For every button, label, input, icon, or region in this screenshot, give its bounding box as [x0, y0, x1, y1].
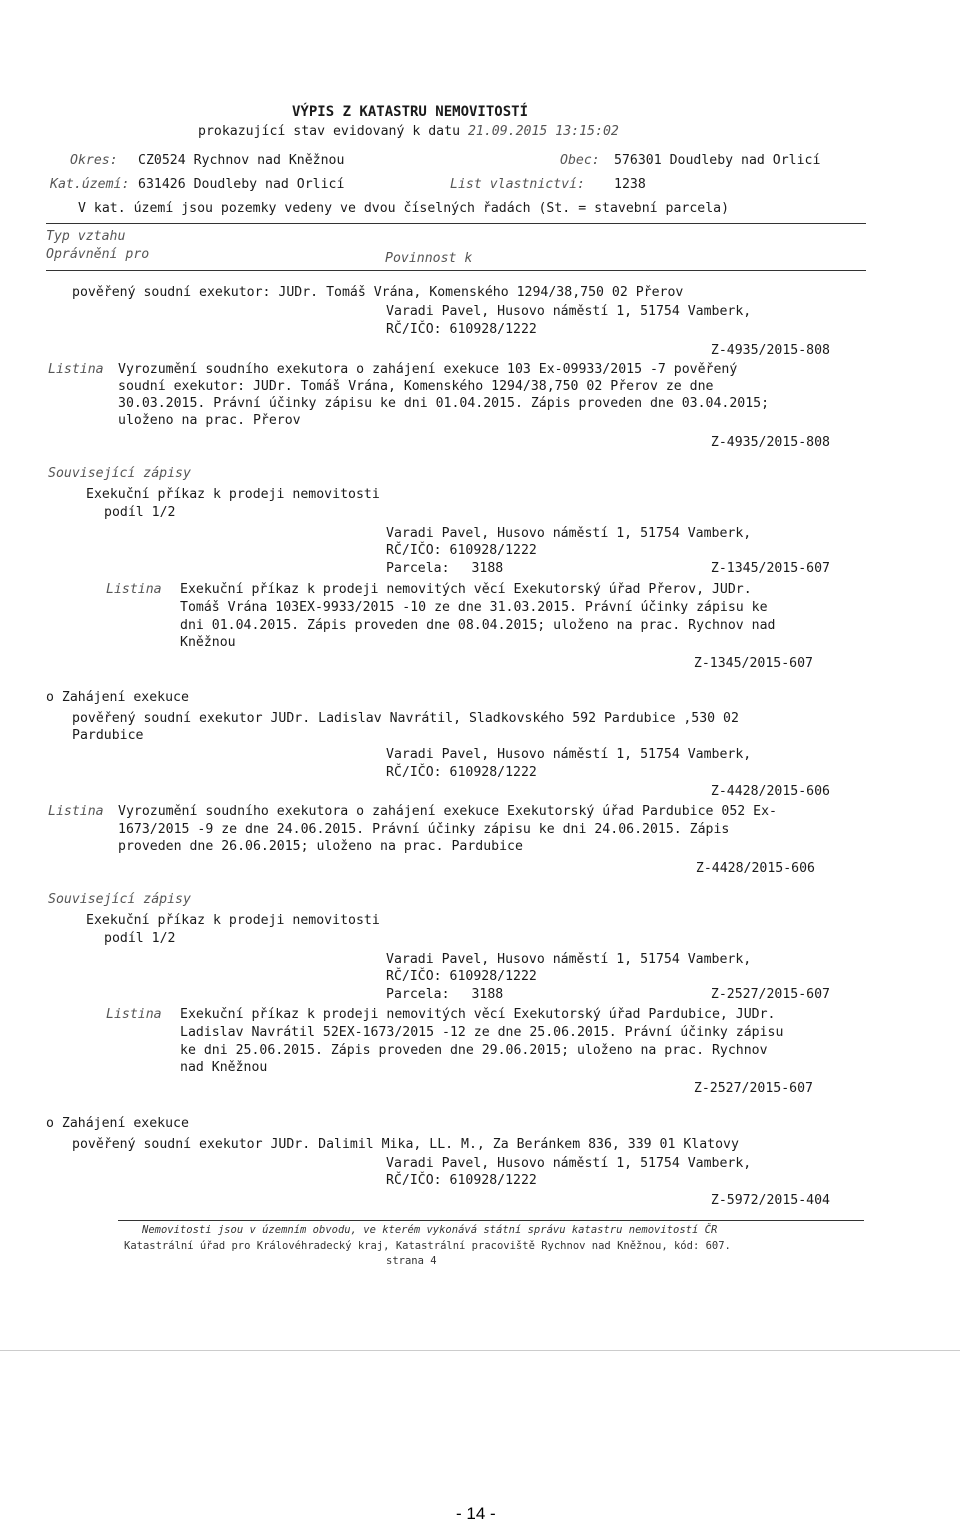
entry2-rel-rc: RČ/IČO: 610928/1222	[386, 969, 537, 984]
entry3-rc: RČ/IČO: 610928/1222	[386, 1173, 537, 1188]
entry1-zapis: Z-4935/2015-808	[710, 343, 830, 358]
entry1-rel-listina-line-4: Kněžnou	[180, 635, 236, 650]
entry1-rel-parcela-value: 3188	[471, 561, 504, 576]
entry2-zapis: Z-4428/2015-606	[710, 784, 830, 799]
entry1-souvisejici-label: Související zápisy	[48, 466, 191, 481]
header-divider	[46, 223, 866, 224]
entry2-listina-line-2: 1673/2015 -9 ze dne 24.06.2015. Právní účinky zápisu ke dni 24.06.2015. Zápis	[118, 822, 730, 837]
lv-label: List vlastnictví:	[450, 177, 585, 192]
entry1-rel-listina-line-2: Tomáš Vrána 103EX-9933/2015 -10 ze dne 31.03.2015. Právní účinky zápisu ke	[180, 600, 768, 615]
page-title: VÝPIS Z KATASTRU NEMOVITOSTÍ	[292, 104, 529, 120]
obec-value: 576301 Doudleby nad Orlicí	[614, 153, 821, 168]
entry2-rel-listina-line-4: nad Kněžnou	[180, 1060, 268, 1075]
entry1-rel-povinny: Varadi Pavel, Husovo náměstí 1, 51754 Vamberk,	[386, 526, 752, 541]
entry2-podil: podíl 1/2	[104, 931, 176, 946]
entry1-listina-line-4: uloženo na prac. Přerov	[118, 413, 301, 428]
entry2-opravneni-line-1: pověřený soudní exekutor JUDr. Ladislav Navrátil, Sladkovského 592 Pardubice ,530 02	[72, 711, 739, 726]
entry2-exekucni-prikaz: Exekuční příkaz k prodeji nemovitosti	[86, 913, 380, 928]
footer-line-2: Katastrální úřad pro Královéhradecký kraj, Katastrální pracoviště Rychnov nad Kněžnou, kód: 607.	[124, 1240, 731, 1252]
entry1-rc: RČ/IČO: 610928/1222	[386, 322, 537, 337]
katuzemi-value: 631426 Doudleby nad Orlicí	[138, 177, 345, 192]
page-subtitle	[198, 123, 619, 141]
entry3-type: o Zahájení exekuce	[46, 1116, 189, 1131]
entry1-listina-line-2: soudní exekutor: JUDr. Tomáš Vrána, Komenského 1294/38,750 02 Přerov ze dne	[118, 379, 714, 394]
entry2-rel-listina-line-2: Ladislav Navrátil 52EX-1673/2015 -12 ze dne 25.06.2015. Právní účinky zápisu	[180, 1025, 784, 1040]
entry2-listina-line-3: proveden dne 26.06.2015; uloženo na prac. Pardubice	[118, 839, 523, 854]
entry2-rel-listina-line-1: Exekuční příkaz k prodeji nemovitých věcí Exekutorský úřad Pardubice, JUDr.	[180, 1007, 776, 1022]
entry2-listina-line-1: Vyrozumění soudního exekutora o zahájení exekuce Exekutorský úřad Pardubice 052 Ex-	[118, 804, 777, 819]
entry1-rel-rc: RČ/IČO: 610928/1222	[386, 543, 537, 558]
column-povinnost-k: Povinnost k	[385, 251, 473, 266]
entry1-listina-line-3: 30.03.2015. Právní účinky zápisu ke dni 01.04.2015. Zápis proveden dne 03.04.2015;	[118, 396, 770, 411]
entry1-listina-line-1: Vyrozumění soudního exekutora o zahájení exekuce 103 Ex-09933/2015 -7 pověřený	[118, 362, 738, 377]
entry3-povinny: Varadi Pavel, Husovo náměstí 1, 51754 Vamberk,	[386, 1156, 752, 1171]
entry2-opravneni-line-2: Pardubice	[72, 728, 144, 743]
lv-value: 1238	[614, 177, 646, 192]
page-number: - 14 -	[456, 1504, 496, 1523]
entry2-type: o Zahájení exekuce	[46, 690, 189, 705]
column-divider	[46, 270, 866, 271]
entry2-rel-parcela	[386, 986, 503, 1004]
entry2-souvisejici-label: Související zápisy	[48, 892, 191, 907]
footer-divider	[118, 1220, 864, 1221]
entry2-listina-label: Listina	[48, 804, 104, 819]
entry1-rel-listina-line-3: dni 01.04.2015. Zápis proveden dne 08.04.2015; uloženo na prac. Rychnov nad	[180, 618, 776, 633]
entry1-rel-listina-line-1: Exekuční příkaz k prodeji nemovitých věcí Exekutorský úřad Přerov, JUDr.	[180, 582, 752, 597]
entry1-exekucni-prikaz: Exekuční příkaz k prodeji nemovitosti	[86, 487, 380, 502]
entry2-listina-zapis: Z-4428/2015-606	[695, 861, 815, 876]
scan-edge-divider	[0, 1350, 960, 1351]
footer-line-3: strana 4	[386, 1255, 437, 1267]
entry2-rel-parcela-label: Parcela:	[386, 987, 450, 1002]
entry3-opravneni: pověřený soudní exekutor JUDr. Dalimil Mika, LL. M., Za Beránkem 836, 339 01 Klatovy	[72, 1137, 739, 1152]
entry1-listina-label: Listina	[48, 362, 104, 377]
okres-label: Okres:	[70, 153, 118, 168]
entry1-rel-parcela-label: Parcela:	[386, 561, 450, 576]
entry3-zapis: Z-5972/2015-404	[710, 1193, 830, 1208]
entry1-opravneni: pověřený soudní exekutor: JUDr. Tomáš Vrána, Komenského 1294/38,750 02 Přerov	[72, 285, 684, 300]
entry1-rel-zapis: Z-1345/2015-607	[710, 561, 830, 576]
entry1-podil: podíl 1/2	[104, 505, 176, 520]
parcel-series-note: V kat. území jsou pozemky vedeny ve dvou číselných řadách (St. = stavební parcela)	[78, 201, 730, 216]
katuzemi-label: Kat.území:	[50, 177, 130, 192]
column-typ-vztahu: Typ vztahu	[46, 229, 126, 244]
entry2-rel-povinny: Varadi Pavel, Husovo náměstí 1, 51754 Vamberk,	[386, 952, 752, 967]
okres-value: CZ0524 Rychnov nad Kněžnou	[138, 153, 345, 168]
entry1-povinny: Varadi Pavel, Husovo náměstí 1, 51754 Vamberk,	[386, 304, 752, 319]
subtitle-prefix: prokazující stav evidovaný k datu	[198, 124, 461, 139]
entry1-rel-listina-zapis: Z-1345/2015-607	[693, 656, 813, 671]
entry2-rel-parcela-value: 3188	[471, 987, 504, 1002]
obec-label: Obec:	[560, 153, 600, 168]
entry2-povinny: Varadi Pavel, Husovo náměstí 1, 51754 Vamberk,	[386, 747, 752, 762]
entry2-rc: RČ/IČO: 610928/1222	[386, 765, 537, 780]
column-opravneni-pro: Oprávnění pro	[46, 247, 150, 262]
entry2-rel-listina-label: Listina	[106, 1007, 162, 1022]
entry2-rel-listina-line-3: ke dni 25.06.2015. Zápis proveden dne 29.06.2015; uloženo na prac. Rychnov	[180, 1043, 768, 1058]
entry2-rel-zapis: Z-2527/2015-607	[710, 987, 830, 1002]
footer-line-1: Nemovitosti jsou v územním obvodu, ve kterém vykonává státní správu katastru nemovitostí ČR	[142, 1224, 718, 1236]
subtitle-date: 21.09.2015 13:15:02	[467, 124, 619, 139]
entry1-rel-parcela	[386, 560, 503, 578]
entry2-rel-listina-zapis: Z-2527/2015-607	[693, 1081, 813, 1096]
entry1-rel-listina-label: Listina	[106, 582, 162, 597]
entry1-listina-zapis: Z-4935/2015-808	[710, 435, 830, 450]
